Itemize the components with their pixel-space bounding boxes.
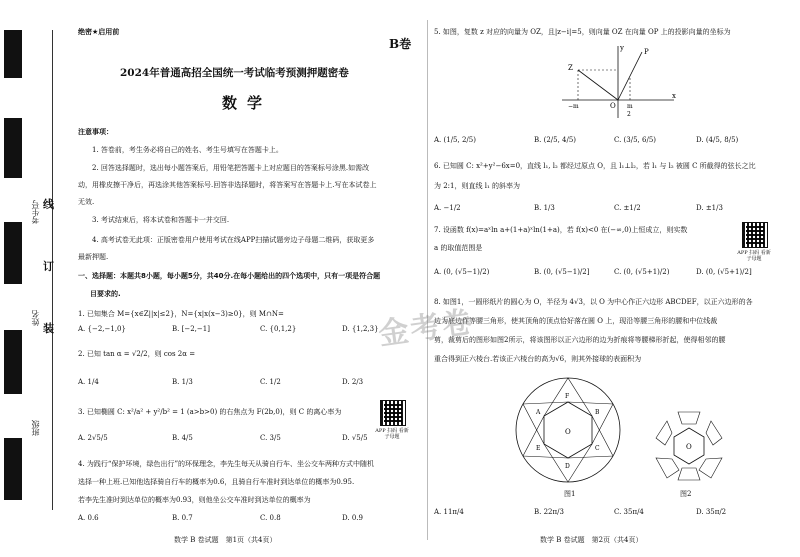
exam-title: 2024年普通高招全国统一考试临考预测押题密卷 bbox=[120, 67, 349, 79]
option: A. −1/2 bbox=[434, 204, 461, 212]
option: A. (0, (√5−1)/2) bbox=[434, 268, 490, 276]
order-char: 订 bbox=[43, 260, 54, 273]
qr-code[interactable] bbox=[742, 222, 768, 248]
option: D. 2/3 bbox=[342, 378, 364, 386]
question-8-stem: 重合得到正六棱台.若该正六棱台的高为√6，则其外接球的表面积为 bbox=[434, 355, 642, 363]
section-heading: 一、选择题：本题共8小题，每小题5分，共40分.在每小题给出的四个选项中，只有一项是符合题 bbox=[78, 272, 381, 280]
fig5-label: y bbox=[620, 44, 624, 52]
option: B. 0.7 bbox=[172, 514, 193, 522]
question-8-stem: 边为底边作等腰三角形，使其顶角的顶点恰好落在圆 O 上，现沿等腰三角形的腰和中位线裁 bbox=[434, 317, 718, 325]
option: B. 22π/3 bbox=[534, 508, 564, 516]
footer-right: 数学 B 卷试题 第2页（共4页） bbox=[540, 536, 643, 544]
option: C. 1/2 bbox=[260, 378, 281, 386]
trapezoid bbox=[656, 421, 672, 445]
question-8-stem: 8. 如图1，一圆形纸片的圆心为 O，半径为 4√3，以 O 为中心作正六边形 ABCDEF，以正六边形的各 bbox=[434, 298, 753, 306]
option: B. [−2,−1] bbox=[172, 325, 210, 333]
vector-oz bbox=[578, 70, 618, 100]
question-3-stem: 3. 已知椭圆 C: x²/a² + y²/b² = 1 (a>b>0) 的右焦点为 F(2b,0)，则 C 的离心率为 bbox=[78, 408, 342, 416]
question-5-stem: 5. 如图，复数 z 对应的向量为 OZ，且|z−i|=5，则向量 OZ 在向量 OP 上的投影向量的坐标为 bbox=[434, 28, 731, 36]
fig5-label: 2 bbox=[627, 111, 631, 118]
option: B. (0, (√5−1)/2] bbox=[534, 268, 590, 276]
trapezoid bbox=[678, 468, 700, 480]
option: D. (4/5, 8/5) bbox=[696, 136, 739, 144]
secret-tag: 绝密★启用前 bbox=[78, 28, 120, 36]
question-4-stem: 若李先生准时到达单位的概率为0.93，则他坐公交车准时到达单位的概率为 bbox=[78, 496, 311, 504]
option: D. ±1/3 bbox=[696, 204, 723, 212]
version-tag: B卷 bbox=[389, 37, 412, 51]
figure-2 bbox=[654, 404, 724, 484]
note-line: 3. 考试结束后，将本试卷和答题卡一并交回. bbox=[92, 216, 230, 224]
question-7-stem: 7. 设函数 f(x)=aˣln a+(1+a)ˣln(1+a)，若 f(x)<0 在(−∞,0)上恒成立，则实数 bbox=[434, 226, 688, 234]
fig-letter: A bbox=[536, 409, 541, 416]
note-line: 动，用橡皮擦干净后，再选涂其他答案标号.回答非选择题时，将答案写在答题卡上.写在本试卷上 bbox=[78, 181, 377, 189]
fig5-label: x bbox=[672, 92, 676, 100]
subject-title: 数学 bbox=[222, 94, 273, 112]
option: C. 0.8 bbox=[260, 514, 281, 522]
option: C. {0,1,2} bbox=[260, 325, 297, 333]
option: A. 2√5/5 bbox=[78, 434, 108, 442]
footer-left: 数学 B 卷试题 第1页（共4页） bbox=[174, 536, 277, 544]
figure-2-caption: 图2 bbox=[680, 490, 692, 498]
option: D. √5/5 bbox=[342, 434, 368, 442]
fig5-label: O bbox=[610, 102, 616, 110]
note-line: 1. 答卷前，考生务必将自己的姓名、考生号填写在答题卡上。 bbox=[92, 146, 283, 154]
figure-5 bbox=[560, 42, 680, 120]
option: B. 1/3 bbox=[534, 204, 555, 212]
seal-char: 装 bbox=[43, 322, 54, 335]
fig5-label: m bbox=[627, 103, 633, 110]
option: B. 1/3 bbox=[172, 378, 193, 386]
fig-letter: C bbox=[595, 445, 600, 452]
option: A. 11π/4 bbox=[434, 508, 464, 516]
question-6-stem: 为 2:1，则直线 l₁ 的斜率为 bbox=[434, 182, 520, 190]
note-line: 无效. bbox=[78, 198, 95, 206]
exam-no-label: 考生号 bbox=[31, 200, 40, 224]
option: B. (2/5, 4/5) bbox=[534, 136, 577, 144]
fig5-label: −m bbox=[568, 103, 579, 110]
binding-bar bbox=[4, 330, 22, 394]
option: B. 4/5 bbox=[172, 434, 193, 442]
question-1-stem: 1. 已知集合 M={x∈Z||x|≤2}，N={x|x(x−3)≥0}，则 M∩N= bbox=[78, 310, 284, 318]
fig-letter: F bbox=[565, 393, 570, 400]
figure-1 bbox=[506, 374, 636, 490]
qr-caption: APP 扫码 看新子母题 bbox=[375, 428, 409, 440]
note-line: 4. 高考试卷无此项：正版密卷用户使用考试在线APP扫描试题旁边子母题二维码，获取更多 bbox=[92, 236, 375, 244]
watermark: 金考卷 bbox=[376, 304, 477, 353]
binding-bar bbox=[4, 118, 22, 178]
notes-heading: 注意事项： bbox=[78, 128, 113, 136]
fig5-label: Z bbox=[568, 64, 573, 72]
trapezoid bbox=[699, 458, 722, 478]
page-divider bbox=[427, 20, 428, 540]
option: C. (3/5, 6/5) bbox=[614, 136, 656, 144]
binding-bar bbox=[4, 222, 22, 284]
fig-letter: B bbox=[595, 409, 600, 416]
option: C. ±1/2 bbox=[614, 204, 641, 212]
line-char: 线 bbox=[43, 198, 54, 211]
option: A. {−2,−1,0} bbox=[78, 325, 126, 333]
binding-margin bbox=[0, 0, 72, 557]
fig-letter: O bbox=[565, 428, 571, 436]
question-4-stem: 4. 为践行“保护环境，绿色出行”的环保理念，李先生每天从骑自行车、坐公交车两种方式中随机 bbox=[78, 460, 375, 468]
fig-letter: D bbox=[565, 463, 570, 470]
qr-code[interactable] bbox=[380, 400, 406, 426]
question-6-stem: 6. 已知圆 C: x²+y²−6x=0，直线 l₁, l₂ 都经过原点 O，且 l₁⊥l₂，若 l₁ 与 l₂ 被圆 C 所截得的弦长之比 bbox=[434, 162, 756, 170]
question-8-stem: 剪，裁剪后的图形如图2所示，将该图形以正六边形的边为折痕将等腰梯形折起，使得相邻的腰 bbox=[434, 336, 726, 344]
note-line: 最新押题. bbox=[78, 253, 109, 261]
trapezoid bbox=[706, 421, 722, 445]
option: A. (1/5, 2/5) bbox=[434, 136, 476, 144]
figure-1-caption: 图1 bbox=[564, 490, 576, 498]
trapezoid bbox=[678, 412, 700, 424]
fig-letter: E bbox=[536, 445, 541, 452]
option: D. 35π/2 bbox=[696, 508, 727, 516]
option: D. 0.9 bbox=[342, 514, 363, 522]
question-4-stem: 选择一种上班.已知他选择骑自行车的概率为0.6，且骑自行车准时到达单位的概率为0.95. bbox=[78, 478, 355, 486]
option: C. 35π/4 bbox=[614, 508, 644, 516]
qr-caption: APP 扫码 看新子母题 bbox=[737, 250, 771, 262]
name-label: 姓名 bbox=[31, 310, 40, 326]
question-7-stem: a 的取值范围是 bbox=[434, 244, 483, 252]
fig-letter: O bbox=[686, 443, 692, 451]
option: A. 1/4 bbox=[78, 378, 99, 386]
option: D. (0, (√5+1)/2] bbox=[696, 268, 752, 276]
binding-bar bbox=[4, 30, 22, 78]
option: C. (0, (√5+1)/2) bbox=[614, 268, 670, 276]
binding-bar bbox=[4, 438, 22, 500]
option: A. 0.6 bbox=[78, 514, 99, 522]
class-label: 班级 bbox=[31, 420, 40, 436]
question-2-stem: 2. 已知 tan α = √2/2，则 cos 2α = bbox=[78, 350, 196, 358]
option: C. 3/5 bbox=[260, 434, 281, 442]
trapezoid bbox=[656, 458, 679, 478]
note-line: 2. 回答选择题时，选出每小题答案后，用铅笔把答题卡上对应题目的答案标号涂黑.如需改 bbox=[92, 164, 370, 172]
fig5-label: P bbox=[644, 48, 649, 56]
option: D. {1,2,3} bbox=[342, 325, 379, 333]
section-heading: 目要求的. bbox=[90, 290, 121, 298]
